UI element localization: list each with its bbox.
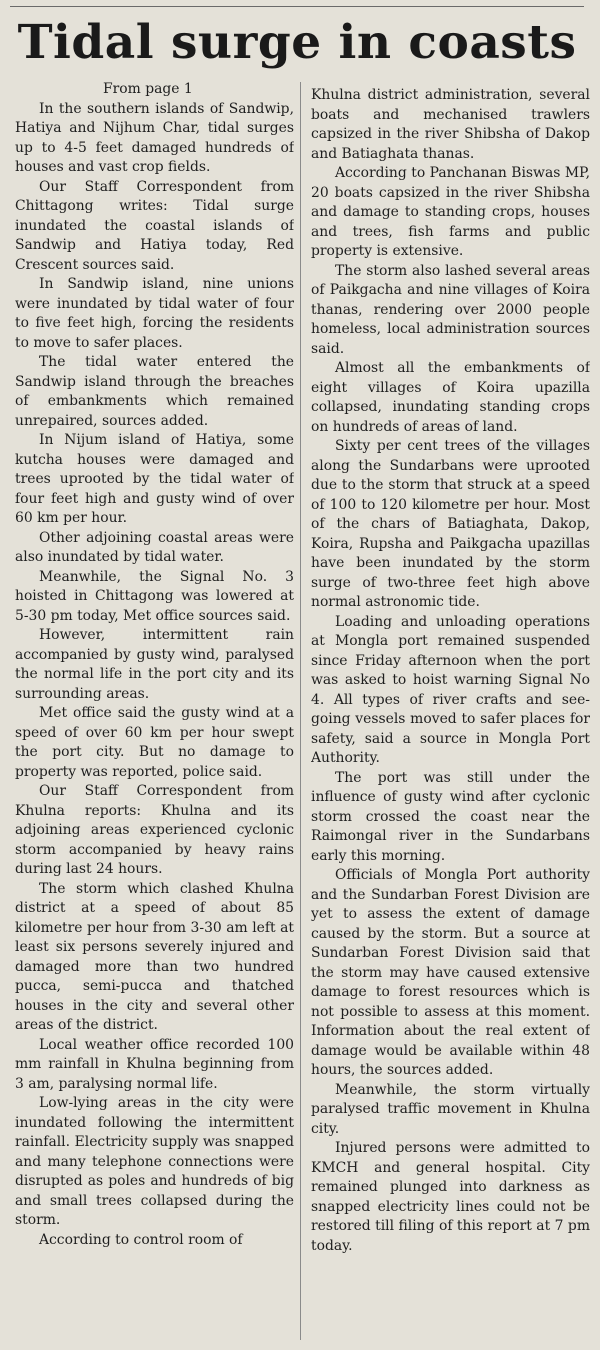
paragraph: The storm also lashed several areas of Paikgacha and nine villages of Koira thanas, rendering over 2000 people homeless, local administration sources said.	[311, 262, 590, 357]
paragraph: In Nijum island of Hatiya, some kutcha houses were damaged and trees uprooted by the tidal water of four feet high and gusty wind of over 60 km per hour.	[15, 432, 294, 526]
paragraph: Local weather office recorded 100 mm rainfall in Khulna beginning from 3 am, paralysing normal life.	[15, 1036, 294, 1092]
column-divider	[300, 82, 301, 1340]
paragraph: Meanwhile, the Signal No. 3 hoisted in Chittagong was lowered at 5-30 pm today, Met office sources said.	[15, 568, 294, 624]
paragraph: The storm which clashed Khulna district at a speed of about 85 kilometre per hour from 3-30 am left at least six persons severely injured and damaged more than two hundred pucca, semi-pucca and thatched houses in the city and several other areas of the district.	[15, 880, 294, 1033]
paragraph: In Sandwip island, nine unions were inundated by tidal water of four to five feet high, forcing the residents to move to safer places.	[15, 276, 294, 351]
article-column-left	[15, 80, 294, 1342]
top-rule	[10, 6, 584, 7]
article-column-right	[311, 86, 590, 1348]
paragraph: From page 1	[103, 81, 193, 97]
paragraph: In the southern islands of Sandwip, Hatiya and Nijhum Char, tidal surges up to 4-5 feet damaged hundreds of houses and vast crop fields.	[15, 100, 294, 175]
paragraph: Our Staff Correspondent from Khulna reports: Khulna and its adjoining areas experienced cyclonic storm accompanied by heavy rains during last 24 hours.	[15, 783, 294, 877]
paragraph: Other adjoining coastal areas were also inundated by tidal water.	[15, 529, 294, 565]
paragraph: Officials of Mongla Port authority and the Sundarban Forest Division are yet to assess the extent of damage caused by the storm. But a source at Sundarban Forest Division said that the storm may have caused extensive damage to forest resources which is not possible to assess at this moment. Information about the real extent of damage would be available within 48 hours, the sources added.	[311, 867, 590, 1078]
paragraph: Injured persons were admitted to KMCH and general hospital. City remained plunged into darkness as snapped electricity lines could not be restored till filing of this report at 7 pm today.	[311, 1140, 590, 1254]
paragraph: The tidal water entered the Sandwip island through the breaches of embankments which remained unrepaired, sources added.	[15, 354, 294, 429]
paragraph: Sixty per cent trees of the villages along the Sundarbans were uprooted due to the storm that struck at a speed of 100 to 120 kilometre per hour. Most of the chars of Batiaghata, Dakop, Koira, Rupsha and Paikgacha upazillas have been inundated by the storm surge of two-three feet high above normal astronomic tide.	[311, 438, 590, 610]
paragraph: According to Panchanan Biswas MP, 20 boats capsized in the river Shibsha and damage to standing crops, houses and trees, fish farms and public property is extensive.	[311, 165, 590, 259]
paragraph: Low-lying areas in the city were inundated following the intermittent rainfall. Electricity supply was snapped and many telephone connections were disrupted as poles and hundreds of big and small trees collapsed during the storm.	[15, 1095, 294, 1228]
paragraph: However, intermittent rain accompanied by gusty wind, paralysed the normal life in the port city and its surrounding areas.	[15, 627, 294, 702]
paragraph: Our Staff Correspondent from Chittagong writes: Tidal surge inundated the coastal islands of Sandwip and Hatiya today, Red Crescent sources said.	[15, 178, 294, 273]
paragraph: Khulna district administration, several boats and mechanised trawlers capsized in the river Shibsha of Dakop and Batiaghata thanas.	[311, 87, 590, 162]
paragraph: Met office said the gusty wind at a speed of over 60 km per hour swept the port city. But no damage to property was reported, police said.	[15, 705, 294, 780]
paragraph: According to control room of	[39, 1231, 243, 1248]
paragraph: Loading and unloading operations at Mongla port remained suspended since Friday afternoon when the port was asked to hoist warning Signal No 4. All types of river crafts and see-going vessels moved to safer places for safety, said a source in Mongla Port Authority.	[311, 613, 590, 766]
paragraph: Meanwhile, the storm virtually paralysed traffic movement in Khulna city.	[311, 1081, 590, 1137]
paragraph: Almost all the embankments of eight villages of Koira upazilla collapsed, inundating standing crops on hundreds of areas of land.	[311, 360, 590, 435]
paragraph: The port was still under the influence of gusty wind after cyclonic storm crossed the coast near the Raimongal river in the Sundarbans early this morning.	[311, 769, 590, 864]
headline: Tidal surge in coasts	[17, 15, 577, 70]
